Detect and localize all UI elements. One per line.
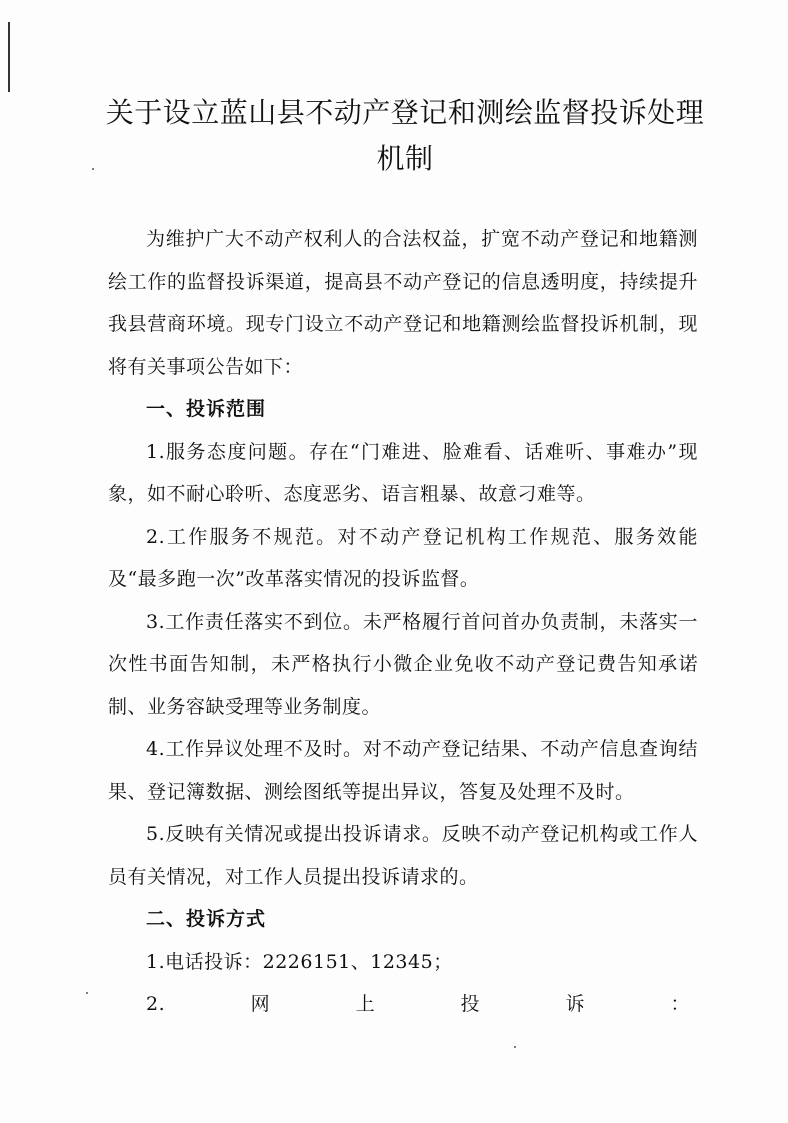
scan-speck (514, 1046, 516, 1048)
method-online-part: 2. (146, 993, 166, 1015)
section-heading-methods: 二、投诉方式 (146, 908, 267, 930)
list-item: 4.工作异议处理不及时。对不动产登记结果、不动产信息查询结果、登记簿数据、测绘图纸等提出异议，答复及处理不及时。 (108, 738, 698, 803)
section-heading-scope: 一、投诉范围 (146, 398, 267, 420)
list-item: 3.工作责任落实不到位。未严格履行首问首办负责制，未落实一次性书面告知制，未严格执行小微企业免收不动产登记费告知承诺制、业务容缺受理等业务制度。 (108, 610, 698, 718)
method-online (108, 983, 698, 1026)
list-item: 5.反映有关情况或提出投诉请求。反映不动产登记机构或工作人员有关情况，对工作人员提出投诉请求的。 (108, 823, 698, 888)
method-online-part: 诉 (565, 993, 586, 1015)
method-online-part: ： (670, 993, 690, 1015)
intro-paragraph: 为维护广大不动产权利人的合法权益，扩宽不动产登记和地籍测绘工作的监督投诉渠道，提高县不动产登记的信息透明度，持续提升我县营商环境。现专门设立不动产登记和地籍测绘监督投诉机制，现将有关事项公告如下： (108, 228, 698, 378)
method-phone: 1.电话投诉：2226151、12345； (146, 950, 453, 973)
scan-speck (86, 992, 88, 994)
document-body (108, 218, 698, 1026)
method-online-part: 投 (460, 993, 481, 1015)
list-item: 1.服务态度问题。存在“门难进、脸难看、话难听、事难办”现象，如不耐心聆听、态度恶劣、语言粗暴、故意刁难等。 (108, 440, 698, 505)
scan-edge-mark (8, 22, 10, 92)
scan-speck (92, 168, 94, 170)
document-title: 关于设立蓝山县不动产登记和测绘监督投诉处理机制 (105, 96, 705, 175)
list-item: 2.工作服务不规范。对不动产登记机构工作规范、服务效能及“最多跑一次”改革落实情况的投诉监督。 (108, 525, 698, 590)
method-online-part: 网 (250, 993, 271, 1015)
method-online-part: 上 (355, 993, 376, 1015)
